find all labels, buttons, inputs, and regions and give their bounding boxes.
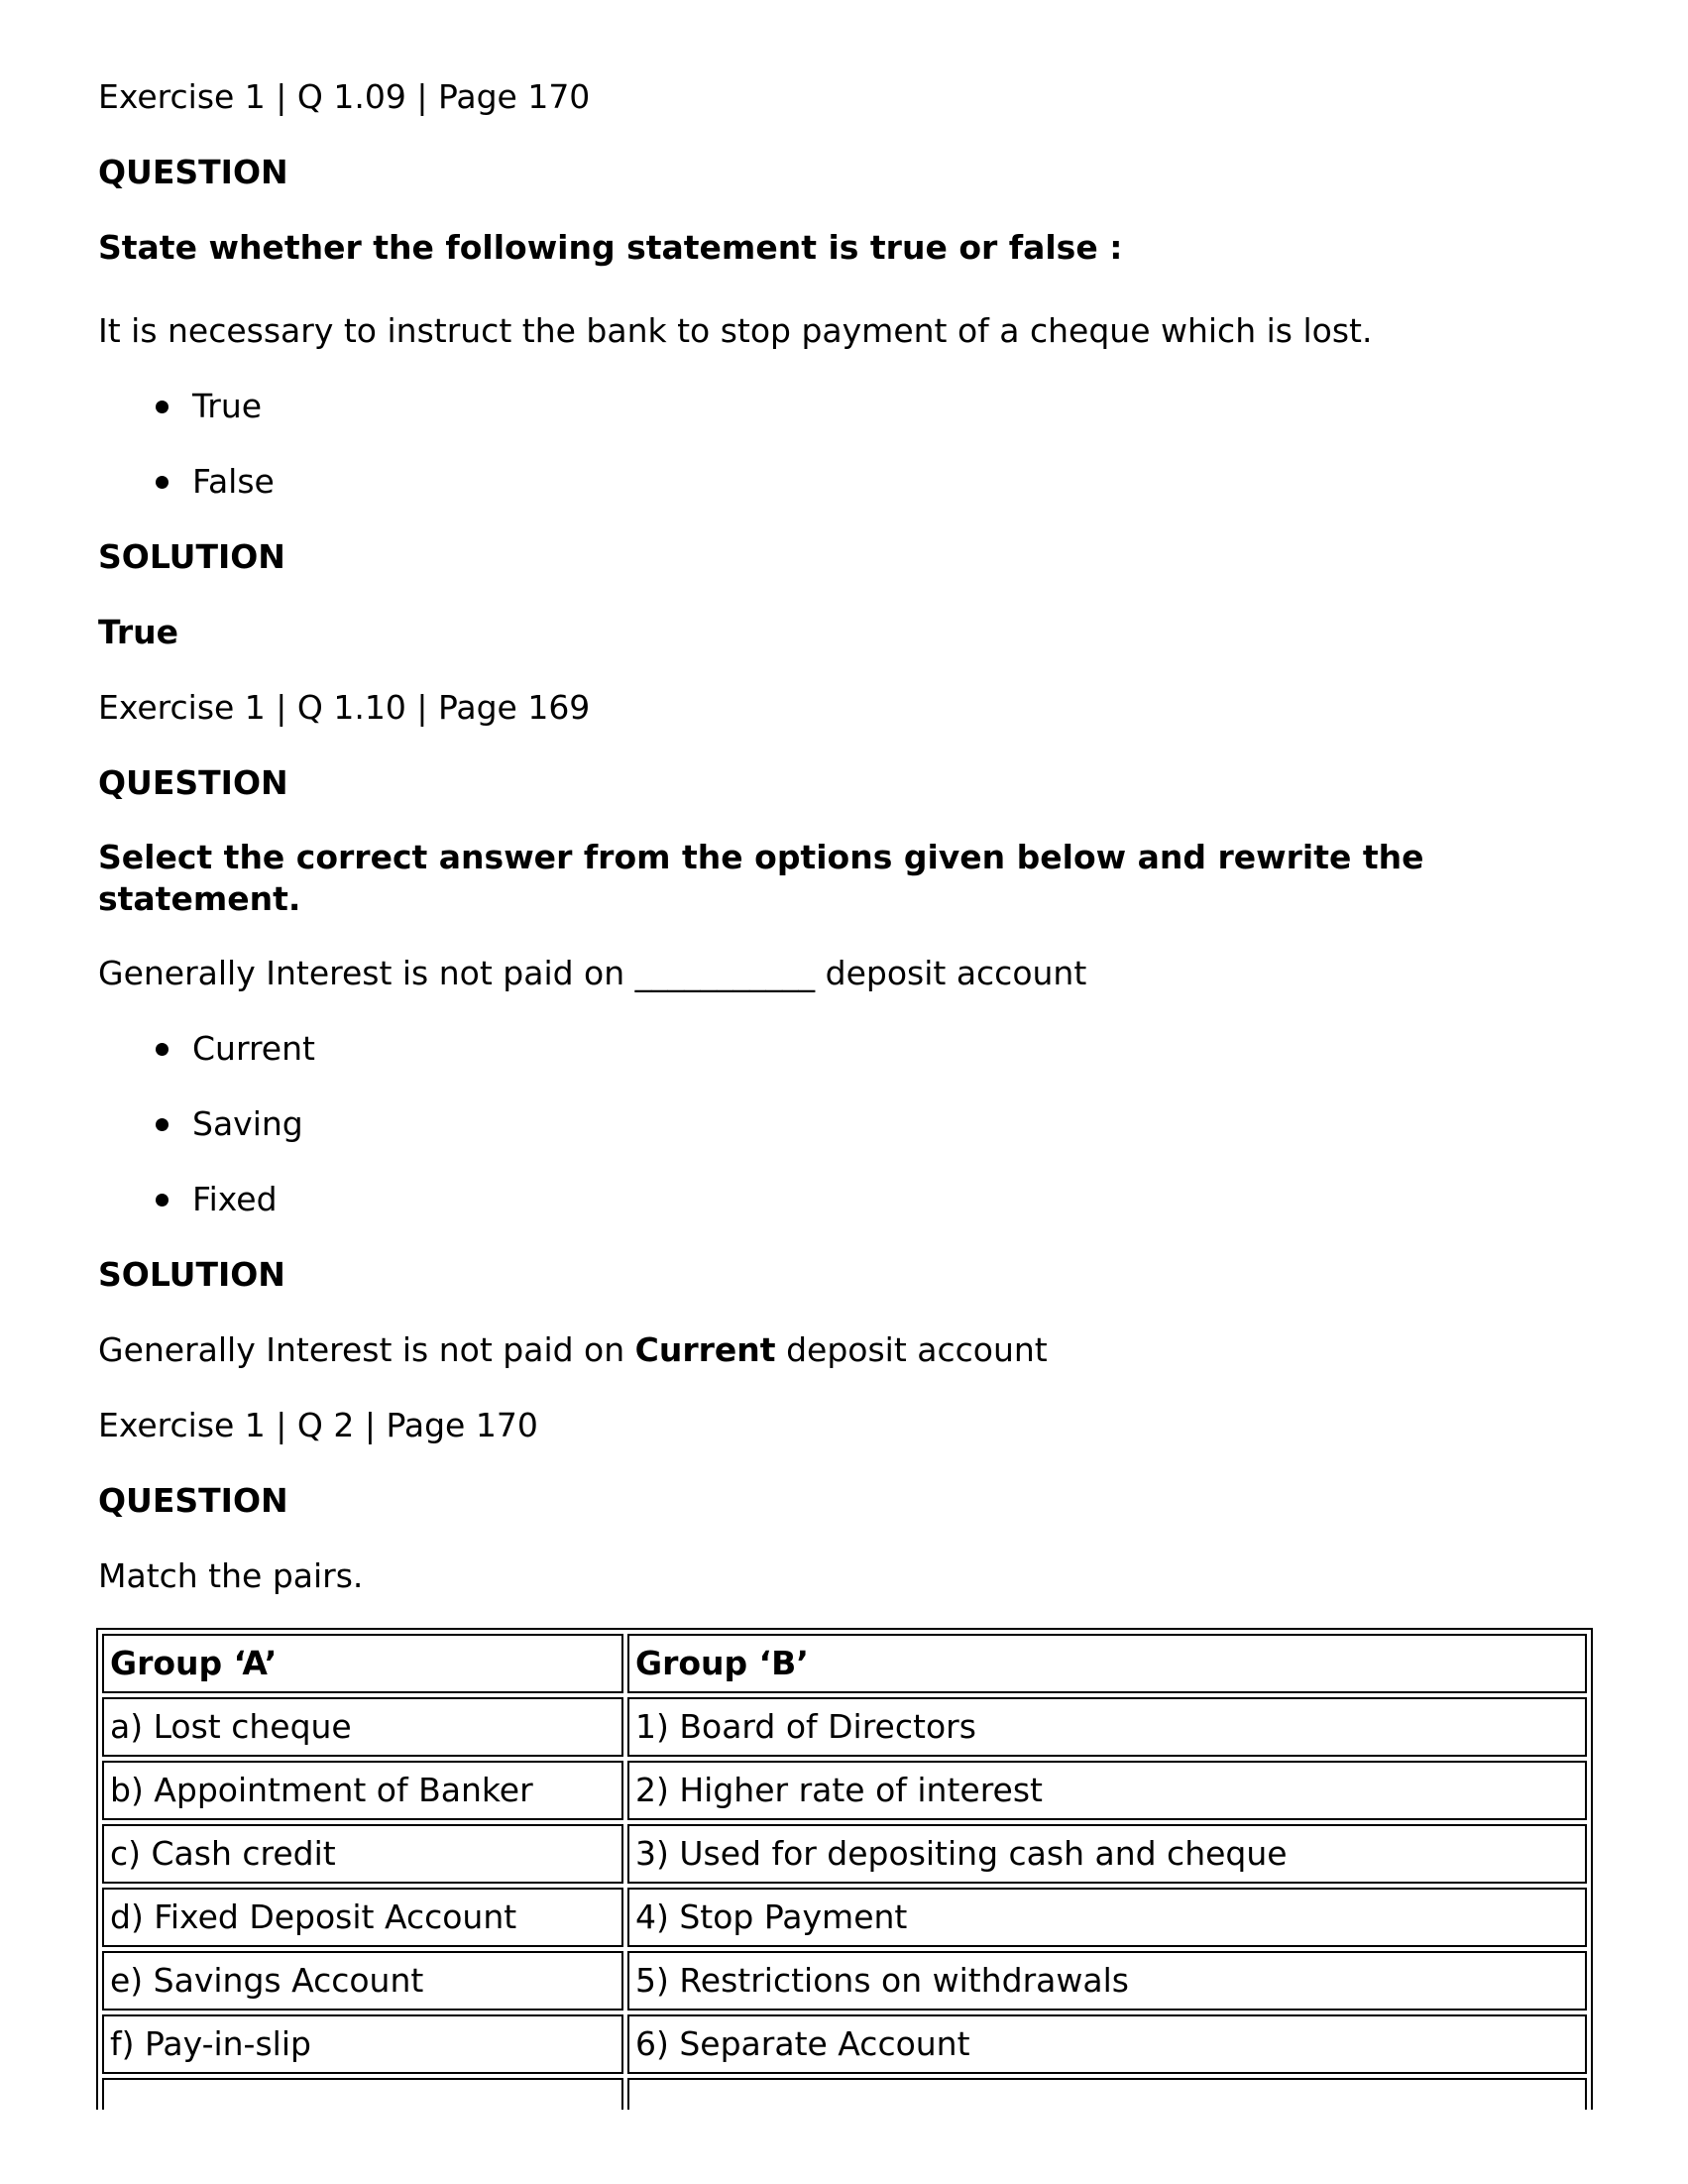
table-cell: 2) Higher rate of interest xyxy=(627,1761,1587,1820)
table-cell: e) Savings Account xyxy=(102,1951,623,2011)
question-statement: Generally Interest is not paid on ___________ deposit account xyxy=(98,954,1087,992)
solution-label: SOLUTION xyxy=(98,537,285,576)
answer-text: Generally Interest is not paid on xyxy=(98,1330,635,1369)
answer-highlight: Current xyxy=(634,1330,776,1369)
table-row xyxy=(102,2014,1587,2074)
table-row xyxy=(102,1951,1587,2011)
question-block-1 xyxy=(98,75,1595,654)
column-header-group-a: Group ‘A’ xyxy=(102,1634,623,1693)
table-cell: 4) Stop Payment xyxy=(627,1888,1587,1947)
table-cell: a) Lost cheque xyxy=(102,1697,623,1757)
table-cell: 3) Used for depositing cash and cheque xyxy=(627,1824,1587,1884)
table-cell: c) Cash credit xyxy=(102,1824,623,1884)
table-cell: d) Fixed Deposit Account xyxy=(102,1888,623,1947)
option-item xyxy=(98,1027,1595,1071)
question-prompt: State whether the following statement is true or false : xyxy=(98,228,1123,267)
question-prompt-line: statement. xyxy=(98,879,301,918)
solution-answer xyxy=(98,1328,1595,1372)
table-cell: 1) Board of Directors xyxy=(627,1697,1587,1757)
bullet-icon xyxy=(156,1118,169,1131)
table-cell: b) Appointment of Banker xyxy=(102,1761,623,1820)
question-reference: Exercise 1 | Q 1.10 | Page 169 xyxy=(98,688,591,727)
option-label: False xyxy=(192,462,275,501)
table-row xyxy=(102,1697,1587,1757)
bullet-icon xyxy=(156,1043,169,1056)
option-item xyxy=(98,1102,1595,1146)
answer-text: deposit account xyxy=(775,1330,1048,1369)
page-cutoff xyxy=(0,2110,1688,2184)
option-label: Saving xyxy=(192,1104,303,1143)
question-statement: It is necessary to instruct the bank to stop payment of a cheque which is lost. xyxy=(98,311,1373,350)
question-prompt-line: Select the correct answer from the options given below and rewrite the xyxy=(98,838,1424,876)
question-reference: Exercise 1 | Q 2 | Page 170 xyxy=(98,1406,538,1444)
bullet-icon xyxy=(156,401,169,413)
question-label: QUESTION xyxy=(98,763,288,802)
bullet-icon xyxy=(156,1194,169,1207)
document-page xyxy=(98,75,1595,2141)
table-row xyxy=(102,1824,1587,1884)
option-item xyxy=(98,385,1595,428)
question-statement: Match the pairs. xyxy=(98,1556,364,1595)
table-row xyxy=(102,1761,1587,1820)
solution-label: SOLUTION xyxy=(98,1255,285,1294)
option-item xyxy=(98,460,1595,504)
match-table xyxy=(96,1628,1593,2141)
question-reference: Exercise 1 | Q 1.09 | Page 170 xyxy=(98,77,591,116)
options-list xyxy=(98,385,1595,504)
option-label: Fixed xyxy=(192,1180,278,1218)
table-cell: 6) Separate Account xyxy=(627,2014,1587,2074)
question-label: QUESTION xyxy=(98,1481,288,1520)
option-item xyxy=(98,1178,1595,1221)
table-header-row xyxy=(102,1634,1587,1693)
question-prompt xyxy=(98,837,1595,920)
question-label: QUESTION xyxy=(98,153,288,191)
solution-answer: True xyxy=(98,613,179,651)
table-cell: 5) Restrictions on withdrawals xyxy=(627,1951,1587,2011)
option-label: Current xyxy=(192,1029,315,1068)
option-label: True xyxy=(192,387,263,425)
question-block-3 xyxy=(98,1404,1595,2141)
column-header-group-b: Group ‘B’ xyxy=(627,1634,1587,1693)
table-row xyxy=(102,1888,1587,1947)
table-cell: f) Pay-in-slip xyxy=(102,2014,623,2074)
question-block-2 xyxy=(98,686,1595,1372)
bullet-icon xyxy=(156,476,169,489)
options-list xyxy=(98,1027,1595,1221)
